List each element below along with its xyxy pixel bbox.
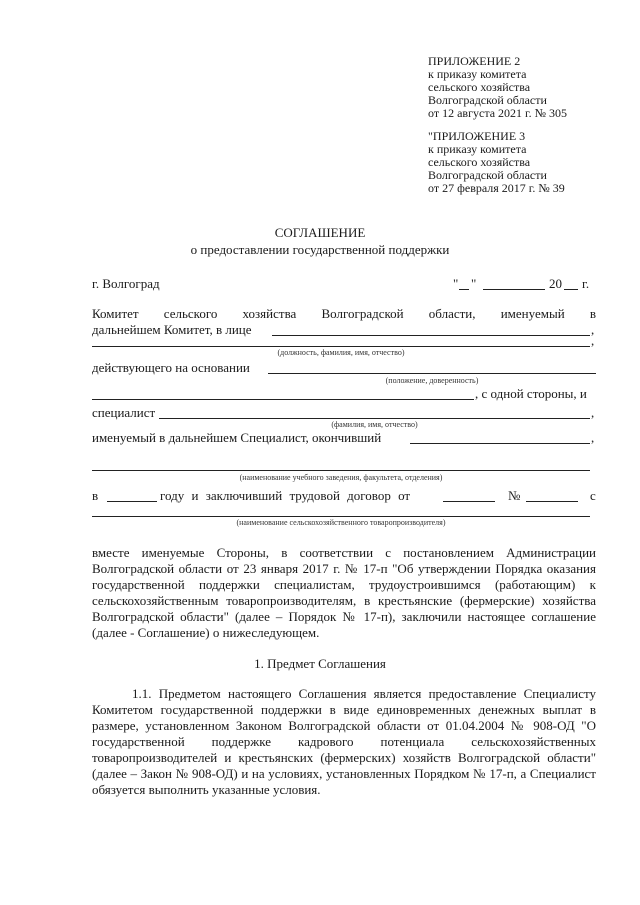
contract-number-blank bbox=[526, 501, 578, 502]
basis-blank-2 bbox=[92, 399, 474, 400]
caption-basis: (положение, доверенность) bbox=[385, 376, 479, 385]
graduated-label: именуемый в дальнейшем Специалист, окончивший bbox=[92, 430, 382, 445]
comma-1: , bbox=[591, 322, 595, 337]
comma-2: , bbox=[591, 333, 595, 348]
appendix-2-line4: от 12 августа 2021 г. № 305 bbox=[428, 106, 568, 120]
representative-blank-2 bbox=[92, 346, 590, 347]
appendix-3-title: "ПРИЛОЖЕНИЕ 3 bbox=[428, 129, 526, 143]
year-blank bbox=[107, 501, 157, 502]
appendix-2-title: ПРИЛОЖЕНИЕ 2 bbox=[428, 54, 521, 68]
preamble: вместе именуемые Стороны, в соответствии с постановлением Администрации Волгоградской области от 23 января 2017 г. № 17-п "Об утверждении Порядка оказания государственной поддержки специалистам, трудоустроившимся (работающим) к сельскохозяйственным товаропроизводителям, в крестьянские (фермерские) хозяйства Волгоградской области" (далее – Порядок № 17-п), заключили настоящее соглашение (далее - Соглашение) о нижеследующем. bbox=[92, 545, 596, 640]
representative-blank-1 bbox=[272, 335, 590, 336]
contract-date-blank bbox=[443, 501, 495, 502]
date-year-prefix: 20 bbox=[549, 276, 562, 291]
acting-on-basis-label: действующего на основании bbox=[92, 360, 250, 375]
institution-blank-1 bbox=[410, 443, 590, 444]
institution-blank-2 bbox=[92, 470, 590, 471]
appendix-3-line3: Волгоградской области bbox=[428, 168, 547, 182]
basis-blank bbox=[268, 373, 596, 374]
date-quote-close: " bbox=[471, 276, 477, 291]
date-day-blank bbox=[459, 289, 469, 290]
specialist-name-blank bbox=[159, 418, 590, 419]
date-year-suffix: г. bbox=[582, 276, 590, 291]
number-sign: № bbox=[508, 488, 521, 503]
date-quote-open: " bbox=[453, 276, 459, 291]
year-contract-label: году и заключивший трудовой договор от bbox=[160, 488, 411, 503]
appendix-3-line2: сельского хозяйства bbox=[428, 155, 531, 169]
doc-title: СОГЛАШЕНИЕ bbox=[274, 225, 366, 240]
specialist-label: специалист bbox=[92, 405, 156, 420]
date-month-blank bbox=[483, 289, 545, 290]
place: г. Волгоград bbox=[92, 276, 160, 291]
caption-position: (должность, фамилия, имя, отчество) bbox=[277, 348, 405, 357]
caption-name: (фамилия, имя, отчество) bbox=[331, 420, 418, 429]
appendix-3-line4: от 27 февраля 2017 г. № 39 bbox=[428, 181, 565, 195]
doc-subtitle: о предоставлении государственной поддержки bbox=[190, 242, 450, 257]
appendix-3-line1: к приказу комитета bbox=[428, 142, 527, 156]
date-year-blank bbox=[564, 289, 578, 290]
comma-3: , bbox=[591, 405, 595, 420]
one-side-label: , с одной стороны, и bbox=[475, 386, 587, 401]
comma-4: , bbox=[591, 430, 595, 445]
committee-line1: Комитет сельского хозяйства Волгоградской области, именуемый в bbox=[92, 306, 596, 321]
clause-1-1: 1.1. Предметом настоящего Соглашения является предоставление Специалисту Комитетом государственной поддержки в виде единовременных денежных выплат в размере, установленном Законом Волгоградской области от 01.04.2004 № 908-ОД "О государственной поддержке кадрового потенциала сельскохозяйственных товаропроизводителей и крестьянских (фермерских) хозяйств Волгоградской области" (далее – Закон № 908-ОД) и на условиях, установленных Порядком № 17-п, а Специалист обязуется выполнить указанные условия. bbox=[92, 686, 596, 797]
section-1-title: 1. Предмет Соглашения bbox=[254, 656, 386, 671]
appendix-2-line3: Волгоградской области bbox=[428, 93, 547, 107]
with-word: с bbox=[590, 488, 596, 503]
caption-institution: (наименование учебного заведения, факультета, отделения) bbox=[239, 473, 443, 482]
producer-blank bbox=[92, 516, 590, 517]
caption-producer: (наименование сельскохозяйственного товаропроизводителя) bbox=[236, 518, 446, 527]
committee-line2: дальнейшем Комитет, в лице bbox=[92, 322, 252, 337]
appendix-2-line1: к приказу комитета bbox=[428, 67, 527, 81]
in-word: в bbox=[92, 488, 99, 503]
appendix-2-line2: сельского хозяйства bbox=[428, 80, 531, 94]
